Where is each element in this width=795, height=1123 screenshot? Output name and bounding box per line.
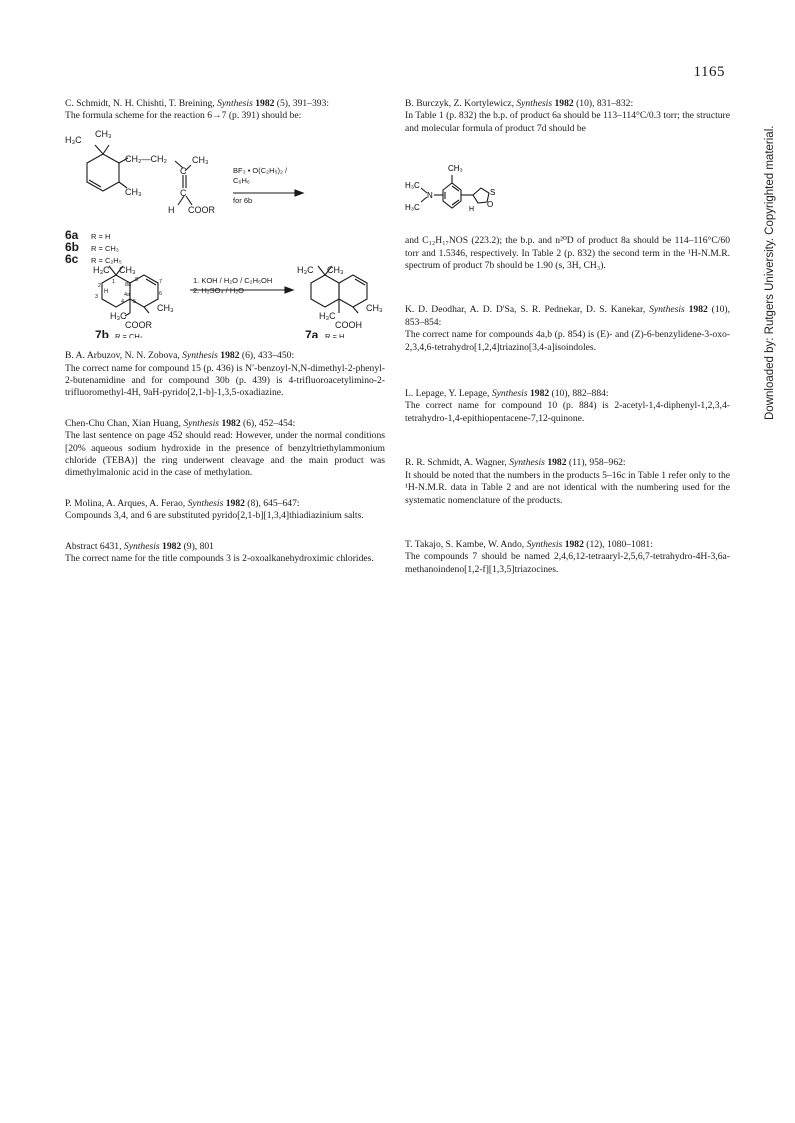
download-watermark: Downloaded by: Rutgers University. Copyrighted material. [764,125,776,420]
erratum-chan [65,418,385,480]
right-column [405,98,730,576]
compound-label-7b: 7b [95,327,110,338]
citation-year: 1982 [220,350,240,362]
citation-pages: (6), 452–454: [240,417,296,429]
erratum-text: The correct name for the title compounds 3 is 2-oxoalkanehydroximic chlorides. [65,553,374,565]
citation-pages: (8), 645–647: [244,497,300,509]
benzene-ring [443,183,461,208]
erratum-text: In Table 1 (p. 832) the b.p. of product 6a should be 113–114°C/0.3 torr; the structure and molecular formula of product 7d should be [405,110,730,134]
erratum-text: It should be noted that the numbers in the products 5–16c in Table 1 refer only to the ¹H-N.M.R. data in Table 2 and are not identical with the numbering used for the systematic nomenclature of the products. [405,469,730,506]
reagent-label: BF₃ • O(C₂H₅)₂ / [233,165,288,175]
erratum-deodhar [405,304,730,354]
label-h3c: H₃C [405,181,420,191]
citation-journal: Synthesis [509,457,545,469]
label-o: O [487,200,494,210]
citation-year: 1982 [529,388,550,400]
compound-label-6b: 6b [65,239,80,254]
citation [65,498,385,510]
label-ch3: CH₃ [119,264,136,275]
citation-year: 1982 [162,540,182,552]
citation [405,457,730,469]
label-h3c: H₃C [405,203,420,213]
citation [405,98,730,110]
citation [405,388,730,400]
citation-journal: Synthesis [187,497,224,509]
label-ch3: CH₃ [157,302,174,313]
citation-year: 1982 [255,98,275,109]
erratum-burczyk [405,98,730,272]
citation-pages: (5), 391–393: [274,98,330,109]
erratum-text: The last sentence on page 452 should read: However, under the normal conditions [20% aqueous sodium hydroxide in the presence of benzyltriethylammonium chloride (TEBA)] the ring underwent cleavage and the main product was dimethylmalonic acid in the case of methylation. [65,430,385,479]
citation [405,304,730,329]
substituent-7b: R = CH₃ [115,331,143,338]
citation-authors: K. D. Deodhar, A. D. D'Sa, S. R. Pednekar, D. S. Kanekar, [405,304,650,316]
reagent-label: 2. H₂SO₄ / H₂O [193,285,244,295]
citation-year: 1982 [547,457,567,469]
ring-numbering: 5 [133,298,137,305]
citation [65,418,385,430]
ring-numbering: 4 [121,298,125,305]
reagent-label: 1. KOH / H₂O / C₂H₅OH [193,275,273,285]
compound-label-7a: 7a [305,327,319,338]
label-h3c: H₃C [65,134,82,145]
citation-year: 1982 [564,538,584,550]
citation [65,350,385,362]
erratum-text: The formula scheme for the reaction 6→7 (p. 391) should be: [65,110,302,122]
ring-numbering: 7 [159,278,163,285]
citation-journal: Synthesis [526,538,563,550]
ring-numbering: 4a [124,291,131,298]
substituent-7a: R = H [325,331,345,338]
ring-numbering: 2 [98,282,102,289]
label-ch3: CH₃ [192,154,209,165]
label-h: H [104,288,109,295]
label-ch3: CH₃ [125,186,142,197]
compound-label-6c: 6c [65,251,79,266]
citation-authors: B. A. Arbuzov, N. N. Zobova, [65,350,183,362]
ring-numbering: 8a [125,281,132,288]
citation [65,541,385,553]
reagent-label: for 6b [233,195,253,205]
label-ch3: CH₃ [95,128,112,139]
citation-pages: (9), 801 [181,540,214,552]
citation-pages: (10), 853–854: [405,304,731,328]
label-h3c: H₃C [319,310,336,321]
label-c: C [180,187,187,198]
ring-numbering: 6 [159,290,163,297]
citation-authors: L. Lepage, Y. Lepage, [405,388,492,400]
erratum-text: The correct name for compound 10 (p. 884) is 2-acetyl-1,4-diphenyl-1,2,3,4-tetrahydro-1,4-epithiopentacene-7,12-quinone. [405,400,730,424]
left-column [65,98,385,566]
citation [405,539,730,551]
label-s: S [490,188,496,198]
erratum-molina [65,498,385,523]
label-h: H [168,204,175,215]
substituent-6b: R = CH₃ [91,243,119,253]
erratum-arbuzov [65,350,385,400]
erratum-text: Compounds 3,4, and 6 are substituted pyrido[2,1-b][1,3,4]thiadiazinium salts. [65,510,364,522]
erratum-text: The correct name for compounds 4a,b (p. 854) is (E)- and (Z)-6-benzylidene-3-oxo-2,3,4,6-tetrahydro[1,2,4]triazino[3,4-a]isoindoles. [405,329,730,353]
citation-journal: Synthesis [649,304,685,316]
citation-authors: C. Schmidt, N. H. Chishti, T. Breining, [65,98,218,109]
label-chain: CH₂—CH₂ [125,153,167,164]
erratum-text: The compounds 7 should be named 2,4,6,12-tetraaryl-2,5,6,7-tetrahydro-4H-3,6a-methanoindeno[1,2-f][1,3,5]triazocines. [405,551,730,575]
citation-authors: Abstract 6431, [65,540,124,552]
citation-year: 1982 [225,497,245,509]
erratum-text: The correct name for compound 15 (p. 436) is N′-benzoyl-N,N-dimethyl-2-phenyl-2-butenamidine and for compound 30b (p. 439) is 4-trifluoroacetylimino-2-trifluoromethyl-4H, 9aH-pyrido[2,1-b]-1,3,5-oxadiazine. [65,362,385,399]
substituent-6a: R = H [91,231,111,241]
label-c: C [180,165,187,176]
citation-journal: Synthesis [217,98,253,109]
label-h3c: H₃C [93,264,110,275]
erratum-text: and C₁₂H₁₇NOS (223.2); the b.p. and n²⁰D of product 8a should be 114–116°C/60 torr and 1.5346, respectively. In Table 2 (p. 832) the second term in the ¹H-N.M.R. spectrum of product 7b should be 1.90 (s, 3H, CH₃). [405,235,730,272]
label-coor: COOR [188,204,215,215]
label-n: N [427,191,433,201]
ring-7a-b [339,275,367,307]
label-coor: COOR [125,319,152,330]
ring-numbering: 3 [95,293,99,300]
citation-journal: Synthesis [491,388,528,400]
citation-authors: T. Takajo, S. Kambe, W. Ando, [405,538,527,550]
label-h3c: H₃C [110,310,127,321]
compound-label-6a: 6a [65,227,79,242]
citation-pages: (6), 433–450: [239,350,295,362]
label-ch3: CH₃ [448,164,463,174]
substituent-6c: R = C₂H₅ [91,255,122,265]
label-cooh: COOH [335,319,362,330]
citation-journal: Synthesis [183,417,220,429]
ring-numbering: 8 [135,276,139,283]
citation-pages: (10), 882–884: [549,388,609,400]
erratum-schmidt [65,98,385,123]
structure-7d [405,135,725,235]
ring-numbering: 1 [112,278,116,285]
label-ch3: CH₃ [327,264,344,275]
ring-7a-a [311,275,339,307]
label-h3c: H₃C [297,264,314,275]
erratum-abstract-6431 [65,541,385,566]
citation-authors: P. Molina, A. Arques, A. Ferao, [65,497,188,509]
erratum-schmidt-wagner [405,457,730,507]
citation-pages: (12), 1080–1081: [583,538,653,550]
reagent-label: C₆H₆ [233,175,250,185]
label-h: H [469,206,475,214]
citation [65,98,385,110]
citation-year: 1982 [221,417,241,429]
citation-pages: (10), 831–832: [573,98,634,109]
citation-authors: B. Burczyk, Z. Kortylewicz, [405,98,517,109]
citation-year: 1982 [554,98,574,109]
citation-journal: Synthesis [123,540,160,552]
citation-year: 1982 [688,304,708,316]
label-ch3: CH₃ [366,302,383,313]
page-number: 1165 [693,64,725,80]
erratum-takajo [405,539,730,576]
citation-pages: (11), 958–962: [566,457,626,469]
citation-authors: Chen-Chu Chan, Xian Huang, [65,417,184,429]
ring-6 [87,154,119,191]
erratum-lepage [405,388,730,425]
citation-journal: Synthesis [516,98,553,109]
reaction-scheme [65,123,385,338]
citation-journal: Synthesis [182,350,218,362]
citation-authors: R. R. Schmidt, A. Wagner, [405,457,510,469]
